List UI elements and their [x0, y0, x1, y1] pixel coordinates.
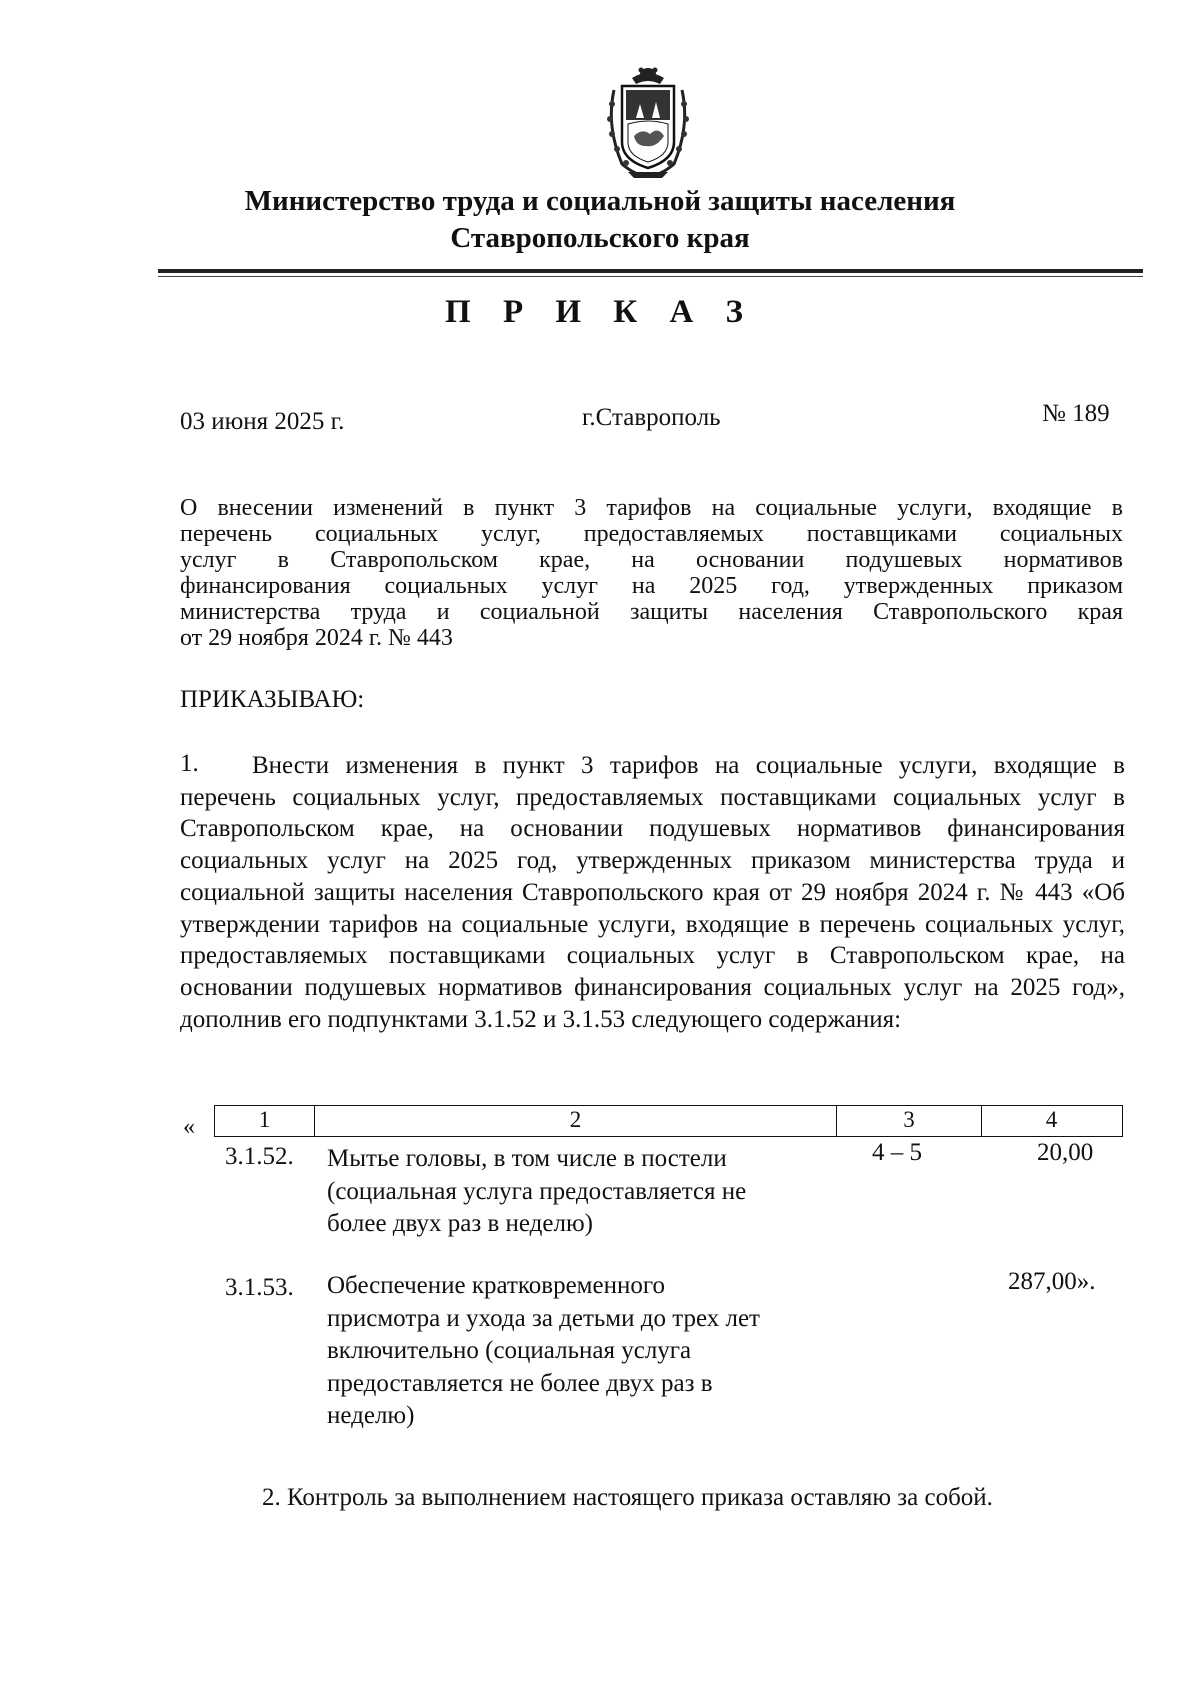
- table-header-col1: 1: [215, 1106, 315, 1136]
- header-rule: [158, 269, 1143, 273]
- paragraph-2: 2. Контроль за выполнением настоящего приказа оставляю за собой.: [262, 1484, 993, 1511]
- table-row-col4: 20,00: [1037, 1139, 1094, 1166]
- title-line: от 29 ноября 2024 г. № 443: [180, 625, 453, 651]
- table-header-col2: 2: [315, 1106, 837, 1136]
- description-line: (социальная услуга предоставляется не: [327, 1177, 747, 1205]
- table-open-quote: «: [183, 1114, 195, 1140]
- title-line: перечень социальных услуг, предоставляемых поставщиками социальных: [180, 521, 1123, 547]
- document-title: [180, 495, 1123, 651]
- table-header: [214, 1105, 1123, 1137]
- table-header-col3: 3: [837, 1106, 982, 1136]
- table-header-col4: 4: [1045, 1107, 1058, 1132]
- title-line: финансирования социальных услуг на 2025 год, утвержденных приказом: [180, 573, 1123, 599]
- table-row-description: [327, 1143, 827, 1241]
- title-line: услуг в Ставропольском крае, на основании подушевых нормативов: [180, 547, 1123, 573]
- description-line: Обеспечение кратковременного: [327, 1272, 665, 1299]
- title-line: О внесении изменений в пункт 3 тарифов на социальные услуги, входящие в: [180, 495, 1123, 521]
- ministry-name-line2: Ставропольского края: [450, 222, 750, 254]
- decree-word: ПРИКАЗЫВАЮ:: [180, 686, 365, 713]
- document-date: 03 июня 2025 г.: [180, 408, 345, 435]
- table-row-code: 3.1.52.: [225, 1143, 294, 1170]
- table-row-code: 3.1.53.: [225, 1274, 294, 1301]
- coat-of-arms-emblem: [592, 64, 704, 180]
- description-line: более двух раз в неделю): [327, 1210, 593, 1237]
- document-number: № 189: [1042, 400, 1110, 427]
- header-rule-thin: [158, 276, 1143, 277]
- table-row-col3: 4 – 5: [872, 1139, 922, 1166]
- table-row-col4: 287,00».: [1008, 1268, 1096, 1295]
- paragraph-1-number: 1.: [180, 750, 199, 777]
- ministry-name-line1: Министерство труда и социальной защиты населения: [244, 185, 956, 217]
- description-line: Мытье головы, в том числе в постели: [327, 1145, 727, 1172]
- description-line: неделю): [327, 1402, 415, 1429]
- paragraph-1-text: Внести изменения в пункт 3 тарифов на социальные услуги, входящие в перечень социальных услуг, предоставляемых поставщиками социальных услуг в Ставропольском крае, на основании подушевых нормативов финансирования социальных услуг на 2025 год, утвержденных приказом министерства труда и социальной защиты населения Ставропольского края от 29 ноября 2024 г. № 443 «Об утверждении тарифов на социальные услуги, входящие в перечень социальных услуг, предоставляемых поставщиками социальных услуг в Ставропольском крае, на основании подушевых нормативов финансирования социальных услуг на 2025 год», дополнив его подпунктами 3.1.52 и 3.1.53 следующего содержания:: [180, 752, 1125, 1033]
- document-city: г.Ставрополь: [582, 404, 721, 431]
- description-line: включительно (социальная услуга: [327, 1337, 692, 1364]
- document-type: П Р И К А З: [445, 294, 755, 330]
- title-line: министерства труда и социальной защиты населения Ставропольского края: [180, 599, 1123, 625]
- description-line: присмотра и ухода за детьми до трех лет: [327, 1304, 760, 1332]
- table-row-description: [327, 1270, 827, 1433]
- description-line: предоставляется не более двух раз в: [327, 1369, 713, 1397]
